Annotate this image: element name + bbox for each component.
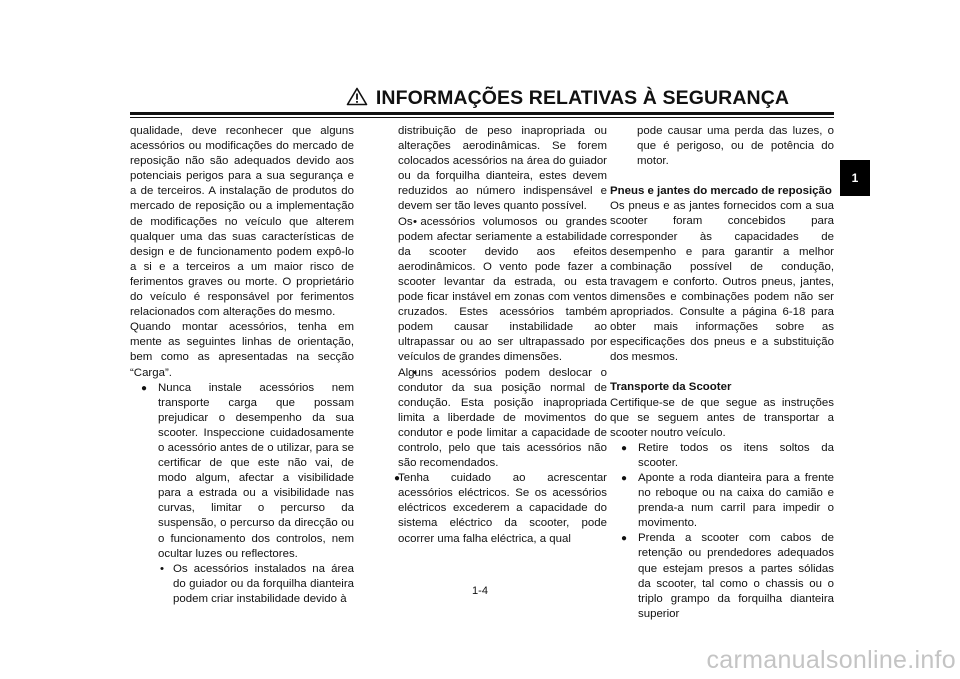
section-heading: Transporte da Scooter <box>610 381 732 394</box>
page-title: INFORMAÇÕES RELATIVAS À SEGURANÇA <box>375 87 790 109</box>
bullet-item: ● Retire todos os itens soltos da scooter. <box>610 441 834 471</box>
bullet-item: ● Tenha cuidado ao acrescentar acessórios eléctricos. Se os acessórios eléctricos excederem a capacidade do sistema eléctrico da scooter, pode ocorrer uma falha eléctrica, a qual <box>383 471 607 546</box>
sub-bullet-item: • Alguns acessórios podem deslocar o condutor da sua posição normal de condução. Esta posição inapropriada limita a liberdade de movimentos do condutor e pode limitar a capacidade de controlo, pelo que tais acessórios não são recomendados. <box>383 366 607 472</box>
watermark: carmanualsonline.info <box>706 646 956 674</box>
bullet-item: ● Aponte a roda dianteira para a frente no reboque ou na caixa do camião e prenda-a num carril para impedir o movimento. <box>610 471 834 531</box>
section-header <box>300 86 835 110</box>
column-2 <box>383 124 607 547</box>
bullet-item: ● Nunca instale acessórios nem transporte carga que possam prejudicar o desempenho da sua scooter. Inspeccione cuidadosamente o acessório antes de o utilizar, para se certificar de que este não vai, de modo algum, afectar a visibilidade para a estrada ou a visibilidade nas curvas, limitar o percurso da suspensão, o percurso da direcção ou o funcionamento dos controlos, nem ocultar luzes ou reflectores. <box>130 381 354 562</box>
column-3 <box>610 124 834 622</box>
sub-bullet-continuation: distribuição de peso inapropriada ou alterações aerodinâmicas. Se forem colocados acessórios na área do guiador ou da forquilha dianteira, estes devem reduzidos ao número indispensável e devem ser tão leves quanto possível. <box>398 125 607 213</box>
paragraph: qualidade, deve reconhecer que alguns acessórios ou modificações do mercado de reposição não são adequados devido aos potenciais perigos para a sua segurança e a de terceiros. A instalação de produtos do mercado de reposição ou a implementação de modificações no veículo que alterem qualquer uma das suas características de design e de funcionamento podem expô-lo a si e a terceiros a um maior risco de ferimentos graves ou morte. O proprietário do veículo é responsável por ferimentos relacionados com alterações do mesmo. <box>130 125 354 319</box>
warning-triangle-icon <box>346 87 368 106</box>
chapter-tab: 1 <box>840 160 870 196</box>
paragraph: Os pneus e as jantes fornecidos com a sua scooter foram concebidos para corresponder às capacidades de desempenho e para garantir a melhor combinação possível de condução, travagem e conforto. Outros pneus, jantes, dimensões e combinações podem não ser apropriados. Consulte a página 6-18 para obter mais informações sobre as especificações dos pneus e a substituição dos mesmos. <box>610 200 834 364</box>
bullet-continuation: pode causar uma perda das luzes, o que é perigoso, ou de potência do motor. <box>637 125 834 168</box>
header-rule-thin <box>130 117 834 118</box>
paragraph: Quando montar acessórios, tenha em mente as seguintes linhas de orientação, bem como as apresentadas na secção “Carga”. <box>130 321 354 379</box>
section-heading: Pneus e jantes do mercado de reposição <box>610 185 832 198</box>
page-number: 1-4 <box>472 585 488 597</box>
sub-bullet-item: • Os acessórios volumosos ou grandes podem afectar seriamente a estabilidade da scooter devido aos efeitos aerodinâmicos. O vento pode fazer a scooter levantar da estrada, ou esta pode ficar instável em zonas com ventos cruzados. Estes acessórios também podem causar instabilidade ao ultrapassar ou ao ser ultrapassado por veículos de grandes dimensões. <box>383 215 607 366</box>
column-1 <box>130 124 354 607</box>
bullet-item: ● Prenda a scooter com cabos de retenção ou prendedores adequados que estejam presos a partes sólidas da scooter, tal como o chassis ou o triplo grampo da forquilha dianteira superior <box>610 531 834 622</box>
header-rule-thick <box>130 112 834 115</box>
sub-bullet-item: • Os acessórios instalados na área do guiador ou da forquilha dianteira podem criar instabilidade devido à <box>130 562 354 607</box>
paragraph: Certifique-se de que segue as instruções que se seguem antes de transportar a scooter noutro veículo. <box>610 396 834 439</box>
